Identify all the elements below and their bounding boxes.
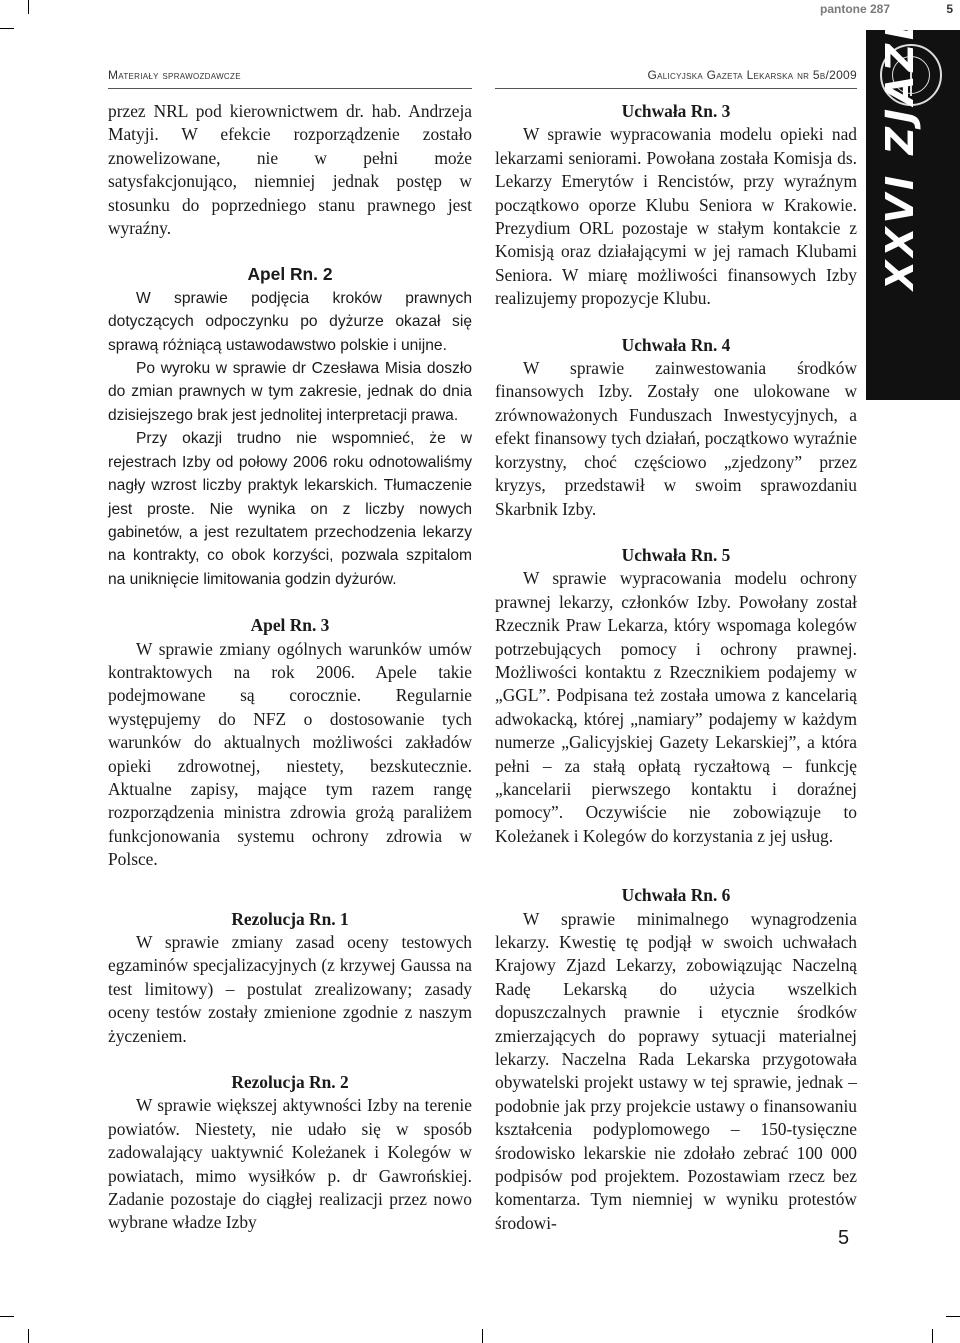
uchwala-6-paragraph: W sprawie minimalnego wynagrodzenia lekarzy. Kwestię tę podjął w swoich uchwałach Krajowy Zjazd Lekarzy, zobowiązując Naczelną Radę Lekarską do użycia wszelkich dopuszczalnych prawnie i etycznie środków zmierzających do poprawy sytuacji materialnej lekarzy. Naczelna Rada Lekarska przygotowała obywatelski projekt ustawy w tej sprawie, jednak – podobnie jak przy projekcie ustawy o finansowaniu kształcenia podyplomowego – 150-tysięczne środowisko lekarskie nie zdołało zebrać 100 000 podpisów pod projektem. Pozostawiam rzecz bez komentarza. Tym niemniej w wyniku protestów środowi-	[495, 908, 857, 1233]
running-header-left: Materiały sprawozdawcze	[108, 68, 241, 82]
rezolucja-2-paragraph: W sprawie większej aktywności Izby na terenie powiatów. Niestety, nie udało się w sposób zadowalający uaktywnić Koleżanek i Kolegów w powiatach, mimo wysiłków p. dr Gawrońskiej. Zadanie pozostaje do ciągłej realizacji przez nowo wybrane władze Izby	[108, 1095, 472, 1233]
crop-mark	[932, 1329, 933, 1343]
uchwala-3-heading: Uchwała Rn. 3	[621, 101, 731, 121]
intro-paragraph: przez NRL pod kierownictwem dr. hab. Andrzeja Matyji. W efekcie rozporządzenie zostało znowelizowane, nie w pełni może satysfakcjonująco, niemniej jednak postęp w stosunku do poprzedniego stanu prawnego jest wyraźny.	[108, 101, 472, 239]
right-column	[495, 100, 857, 1235]
rezolucja-1-heading: Rezolucja Rn. 1	[231, 908, 349, 929]
left-column	[108, 100, 472, 1235]
apel-2-paragraph-1: W sprawie podjęcia kroków prawnych dotyczących odpoczynku po dyżurze okazał się sprawą różniącą ustawodawstwo polskie i unijne.	[108, 289, 472, 354]
crop-mark	[0, 1316, 14, 1317]
rezolucja-2-heading: Rezolucja Rn. 2	[231, 1072, 349, 1093]
uchwala-5-paragraph: W sprawie wypracowania modelu ochrony prawnej lekarzy, członków Izby. Powołany został Rzecznik Praw Lekarza, który wspomaga kolegów potrzebujących pomocy i ochrony prawnej. Możliwości kontaktu z Rzecznikiem podajemy w „GGL”. Podpisana też została umowa z kancelarią adwokacką, której „namiary” podajemy w każdym numerze „Galicyjskiej Gazety Lekarskiej”, a która pełni – za stałą opłatą ryczałtową – funkcję „kancelarii pierwszego kontaktu i doraźnej pomocy”. Oczywiście nie zobowiązuje to Koleżanek i Kolegów do korzystania z jej usług.	[495, 568, 857, 846]
uchwala-4-heading: Uchwała Rn. 4	[621, 334, 731, 355]
crop-mark	[482, 1329, 483, 1343]
crop-mark	[28, 1329, 29, 1343]
uchwala-4-paragraph: W sprawie zainwestowania środków finansowych Izby. Zostały one ulokowane w zrównoważonych Funduszach Inwestycyjnych, a efekt finansowy tych działań, początkowo wyraźnie korzystny, choć częściowo „zjedzony” przez kryzys, przedstawił w swoim sprawozdaniu Skarbnik Izby.	[495, 358, 857, 519]
crop-mark	[0, 28, 14, 29]
running-header-right: Galicyjska Gazeta Lekarska nr 5b/2009	[647, 68, 857, 82]
uchwala-3-paragraph: W sprawie wypracowania modelu opieki nad lekarzami seniorami. Powołana została Komisja ds. Lekarzy Emerytów i Rencistów, przy wyraźnym początkowo oporze Klubu Seniora w Krakowie. Prezydium ORL pozostaje w stałym kontakcie z Komisją oraz działającymi w jej ramach Klubami Seniora. W miarę możliwości finansowych Izby realizujemy propozycje Klubu.	[495, 124, 857, 309]
pantone-text: pantone 287	[820, 2, 891, 16]
apel-2-paragraph-2: Po wyroku w sprawie dr Czesława Misia doszło do zmian prawnych w tym zakresie, jednak do dnia dzisiejszego brak jest jednolitej interpretacji prawa.	[108, 360, 472, 424]
apel-3-paragraph-1: W sprawie zmiany ogólnych warunków umów kontraktowych na rok 2006. Apele takie podejmowane są corocznie. Regularnie występujemy do NFZ o dostosowanie tych warunków do aktualnych możliwości zakładów opieki zdrowotnej, niestety, bezskutecznie. Aktualne zapisy, mające tym razem rangę rozporządzenia ministra zdrowia grożą paraliżem funkcjonowania systemu ochrony zdrowia w Polsce.	[108, 638, 472, 870]
rezolucja-1-paragraph: W sprawie zmiany zasad oceny testowych egzaminów specjalizacyjnych (z krzywej Gaussa na test limitowy) – postulat zrealizowany; zasady oceny testów zostały zmienione zgodnie z naszym życzeniem.	[108, 932, 472, 1046]
apel-3-heading: Apel Rn. 3	[250, 615, 330, 636]
page-number: 5	[838, 1227, 850, 1249]
uchwala-6-heading: Uchwała Rn. 6	[621, 885, 731, 906]
header-rule-left	[108, 88, 472, 89]
header-rule-right	[495, 88, 857, 89]
apel-2-heading: Apel Rn. 2	[247, 264, 333, 285]
crop-mark	[28, 0, 29, 14]
uchwala-5-heading: Uchwała Rn. 5	[621, 544, 731, 565]
pantone-number: 5	[946, 2, 953, 16]
crop-mark	[946, 1316, 960, 1317]
sidebar-title: XXVI ZJAZD	[878, 4, 922, 290]
apel-2-paragraph-3: Przy okazji trudno nie wspomnieć, że w rejestrach Izby od połowy 2006 roku odnotowaliśmy nagły wzrost liczby praktyk lekarskich. Tłumaczenie jest proste. Nie wynika on z liczby nowych gabinetów, a jest rezultatem przechodzenia lekarzy na kontrakty, co obok korzyści, pozwala szpitalom na uniknięcie limitowania godzin dyżurów.	[108, 430, 472, 588]
